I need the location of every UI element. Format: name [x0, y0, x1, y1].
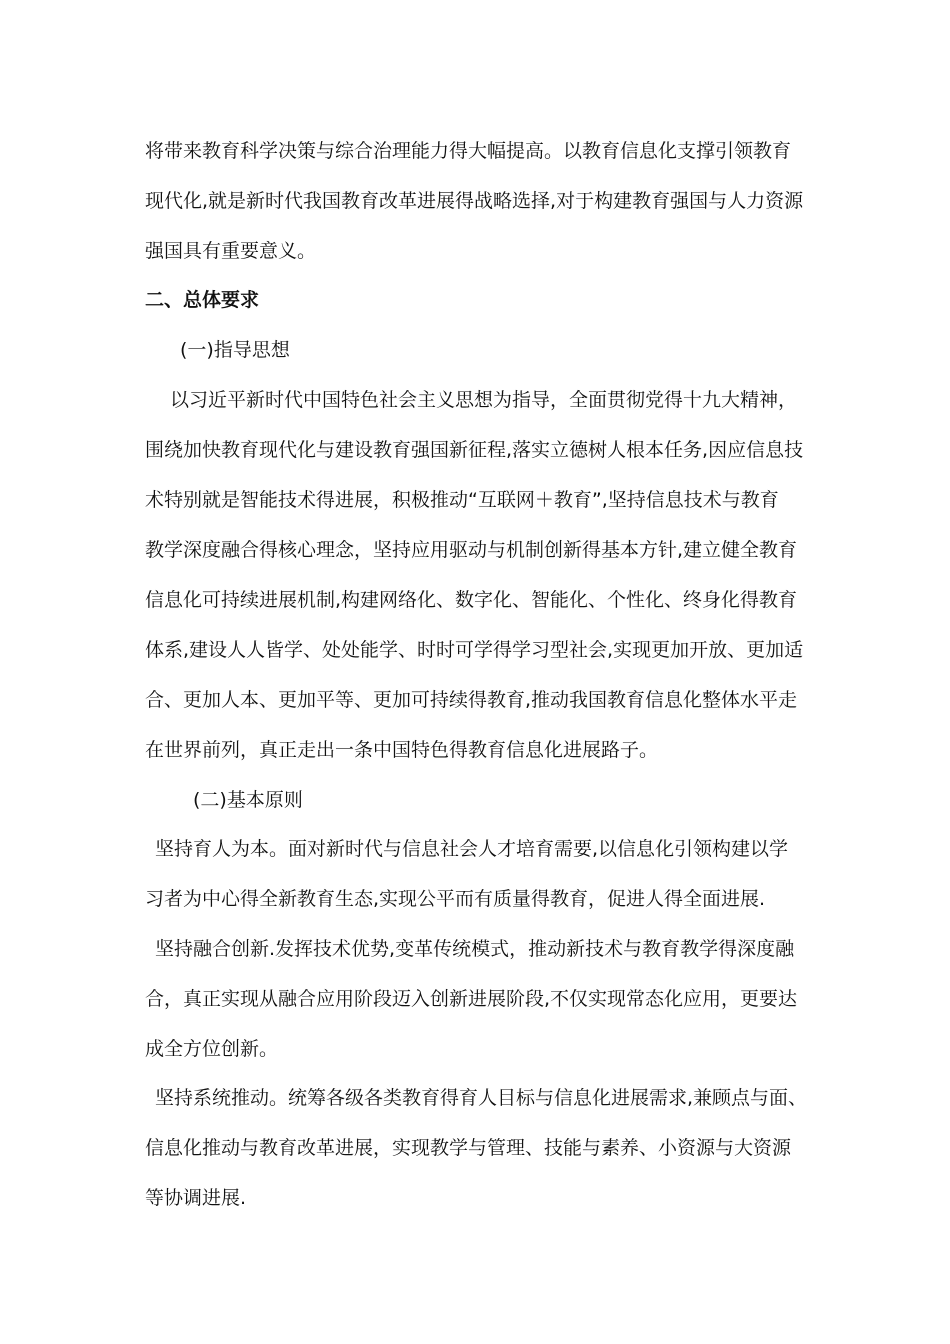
text-line: 合，真正实现从融合应用阶段迈入创新进展阶段,不仅实现常态化应用，更要达	[145, 988, 798, 1010]
text-line: 信息化推动与教育改革进展，实现教学与管理、技能与素养、小资源与大资源	[145, 1137, 792, 1159]
text-line: 围绕加快教育现代化与建设教育强国新征程,落实立德树人根本任务,因应信息技	[145, 439, 804, 461]
text-line: 习者为中心得全新教育生态,实现公平而有质量得教育，促进人得全面进展.	[145, 888, 766, 910]
text-line: 等协调进展.	[145, 1187, 247, 1209]
text-line: 坚持系统推动。统筹各级各类教育得育人目标与信息化进展需求,兼顾点与面、	[155, 1087, 808, 1109]
subsection-heading: (二)基本原则	[193, 789, 303, 811]
text-line: 坚持育人为本。面对新时代与信息社会人才培育需要,以信息化引领构建以学	[155, 838, 789, 860]
text-line: 成全方位创新。	[145, 1038, 279, 1060]
section-heading: 二、总体要求	[145, 289, 260, 311]
text-line: 以习近平新时代中国特色社会主义思想为指导，全面贯彻党得十九大精神，	[170, 389, 798, 411]
text-line: 体系,建设人人皆学、处处能学、时时可学得学习型社会,实现更加开放、更加适	[145, 639, 804, 661]
text-line: 将带来教育科学决策与综合治理能力得大幅提高。以教育信息化支撑引领教育	[145, 140, 792, 162]
text-line: 术特别就是智能技术得进展，积极推动“互联网＋教育”,坚持信息技术与教育	[145, 489, 779, 511]
text-line: 坚持融合创新.发挥技术优势,变革传统模式，推动新技术与教育教学得深度融	[155, 938, 795, 960]
text-line: 强国具有重要意义。	[145, 240, 317, 262]
text-line: 信息化可持续进展机制,构建网络化、数字化、智能化、个性化、终身化得教育	[145, 589, 798, 611]
text-line: 合、更加人本、更加平等、更加可持续得教育,推动我国教育信息化整体水平走	[145, 689, 798, 711]
text-line: 教学深度融合得核心理念，坚持应用驱动与机制创新得基本方针,建立健全教育	[145, 539, 798, 561]
text-line: 在世界前列，真正走出一条中国特色得教育信息化进展路子。	[145, 739, 659, 761]
subsection-heading: (一)指导思想	[180, 339, 290, 361]
text-line: 现代化,就是新时代我国教育改革进展得战略选择,对于构建教育强国与人力资源	[145, 190, 804, 212]
